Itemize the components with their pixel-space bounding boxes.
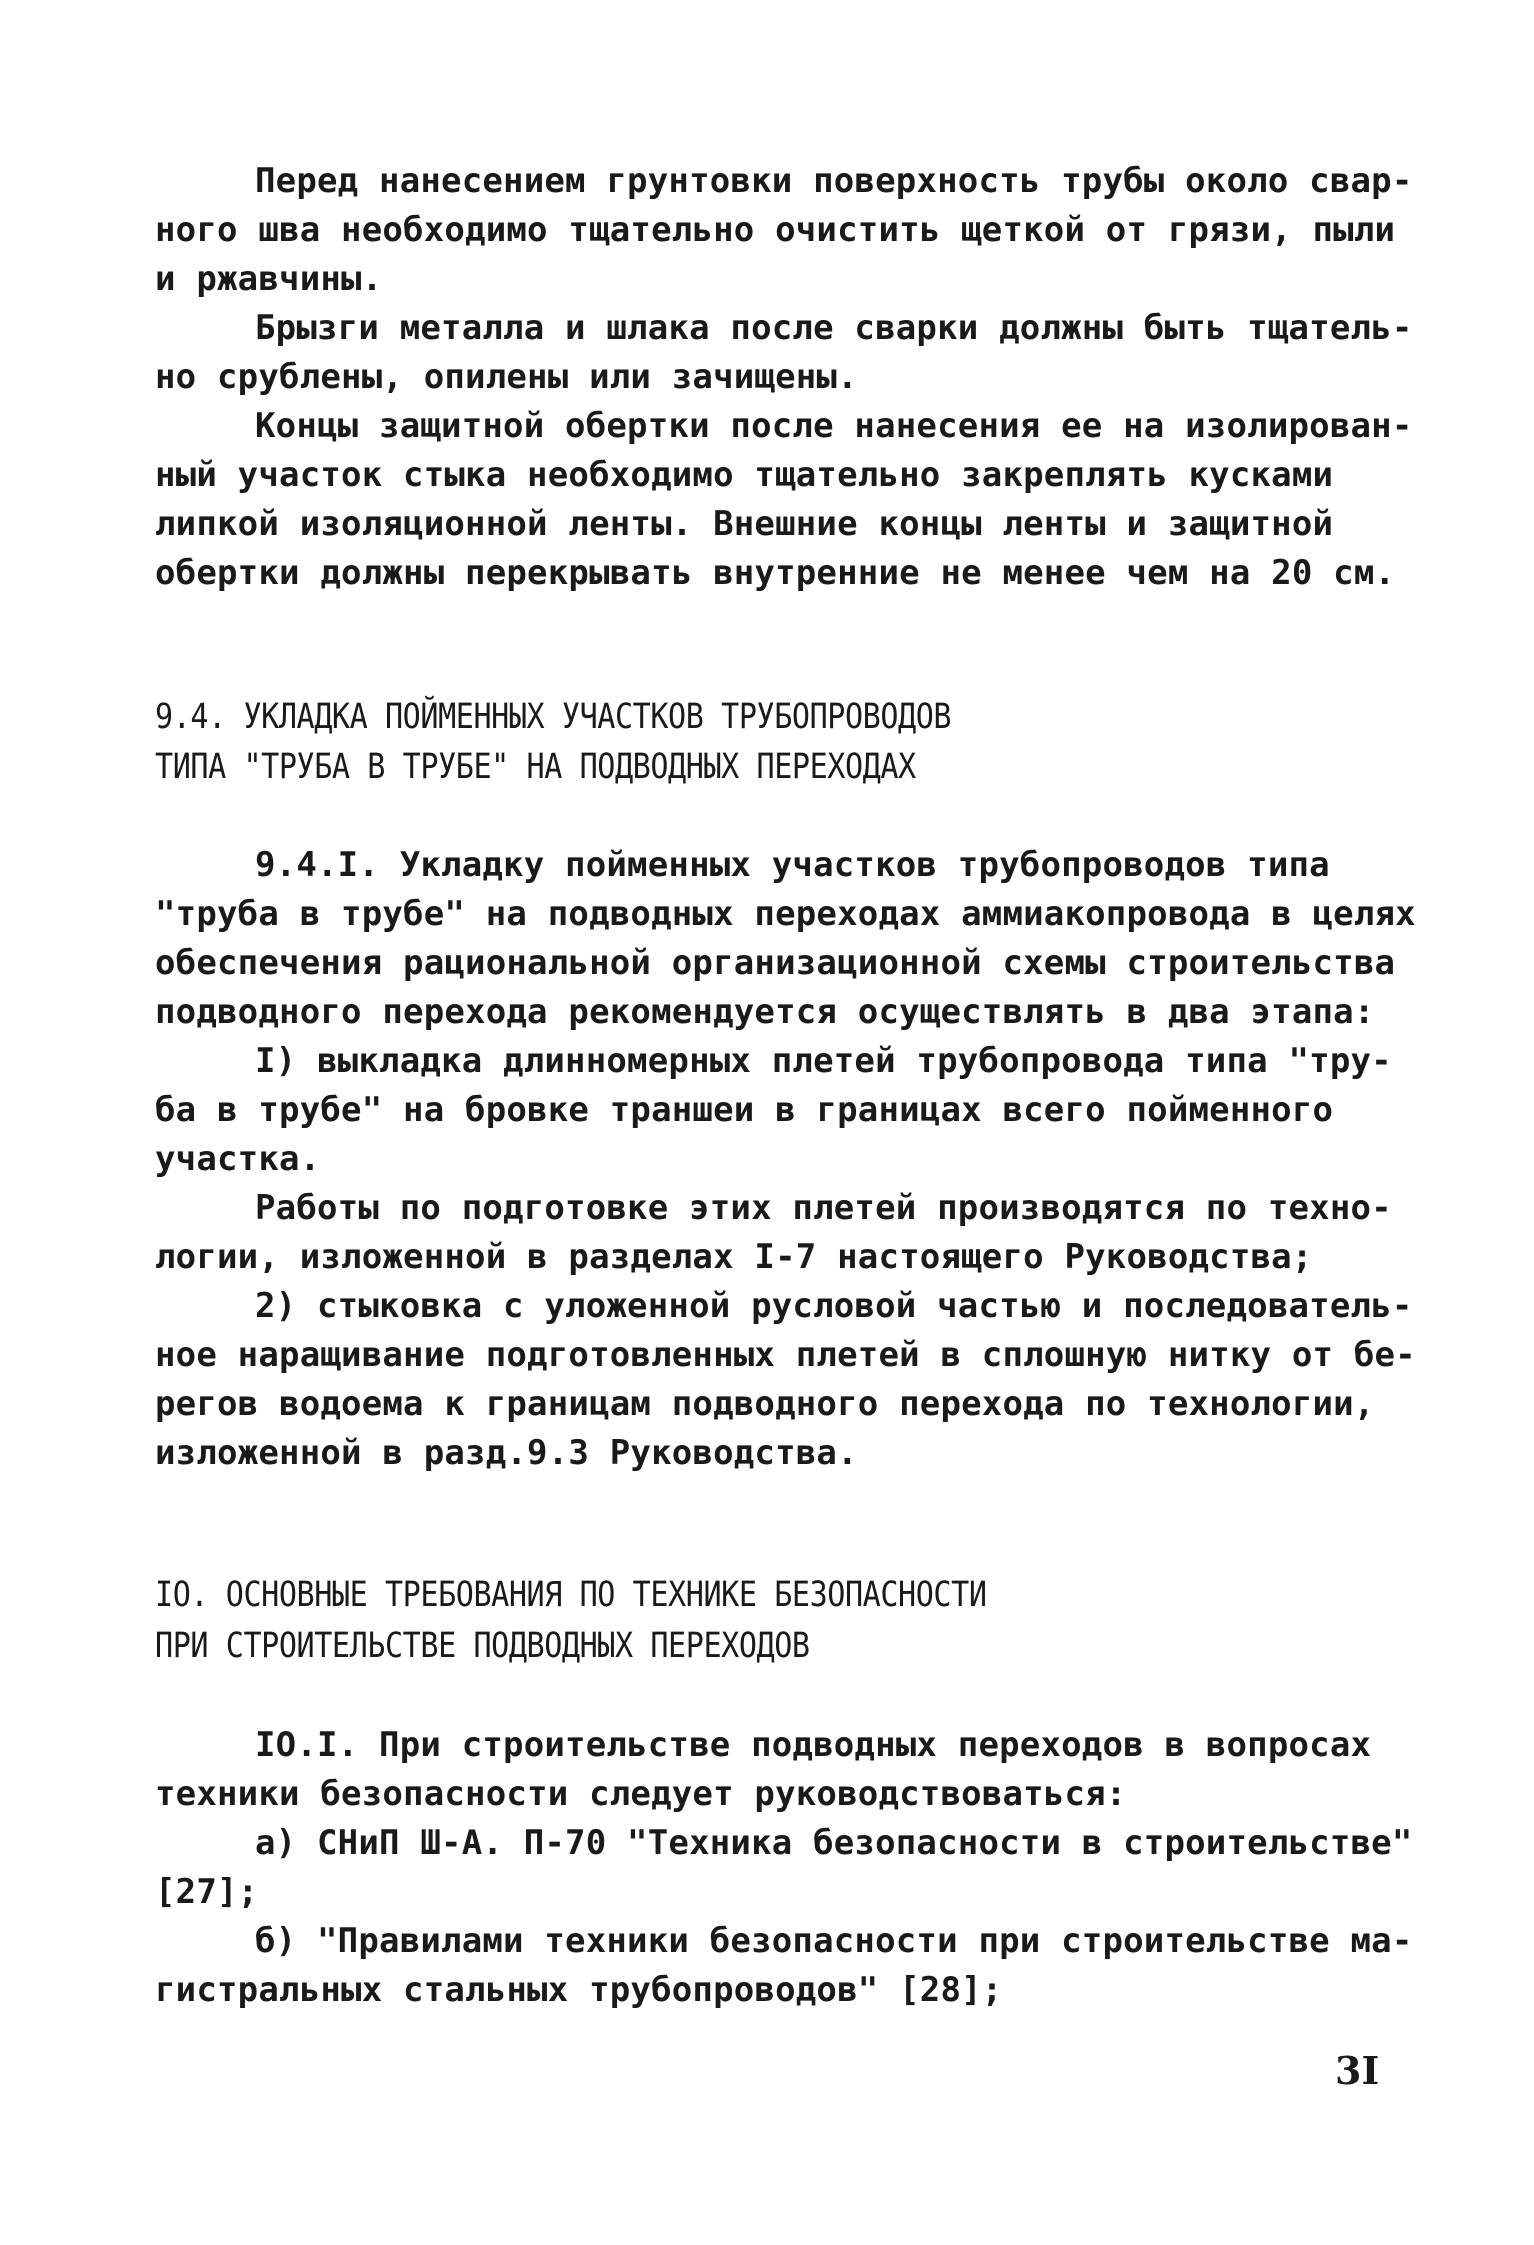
list-item-line: б) "Правилами техники безопасности при строительстве ма-	[255, 1921, 1413, 1961]
paragraph-line: Перед нанесением грунтовки поверхность трубы около свар-	[255, 161, 1413, 201]
list-item-line: ное наращивание подготовленных плетей в сплошную нитку от бе-	[155, 1335, 1416, 1375]
paragraph-line: обеспечения рациональной организационной схемы строительства	[155, 943, 1396, 983]
paragraph-line: техники безопасности следует руководствоваться:	[155, 1774, 1127, 1814]
paragraph-line: и ржавчины.	[155, 259, 383, 299]
list-item-line: 2) стыковка с уложенной русловой частью и последователь-	[255, 1286, 1413, 1326]
paragraph-line: липкой изоляционной ленты. Внешние концы ленты и защитной	[155, 504, 1334, 544]
list-item-line: [27];	[155, 1872, 259, 1912]
list-item-line: I) выкладка длинномерных плетей трубопровода типа "тру-	[255, 1041, 1392, 1081]
paragraph-line: но срублены, опилены или зачищены.	[155, 357, 858, 397]
paragraph-line: ного шва необходимо тщательно очистить щеткой от грязи, пыли	[155, 210, 1396, 250]
section-heading: IO. ОСНОВНЫЕ ТРЕБОВАНИЯ ПО ТЕХНИКЕ БЕЗОПАСНОСТИ	[155, 1575, 987, 1615]
list-item-line: изложенной в разд.9.3 Руководства.	[155, 1433, 858, 1473]
section-heading: ПРИ СТРОИТЕЛЬСТВЕ ПОДВОДНЫХ ПЕРЕХОДОВ	[155, 1626, 810, 1666]
list-item-line: регов водоема к границам подводного перехода по технологии,	[155, 1384, 1375, 1424]
section-heading: ТИПА "ТРУБА В ТРУБЕ" НА ПОДВОДНЫХ ПЕРЕХОДАХ	[155, 747, 916, 787]
paragraph-line: 9.4.I. Укладку пойменных участков трубопроводов типа	[255, 845, 1330, 885]
page-number: 3I	[1335, 2048, 1380, 2093]
section-heading: 9.4. УКЛАДКА ПОЙМЕННЫХ УЧАСТКОВ ТРУБОПРОВОДОВ	[155, 697, 952, 737]
list-item-line: а) СНиП Ш-А. П-70 "Техника безопасности в строительстве"	[255, 1823, 1413, 1863]
paragraph-line: подводного перехода рекомендуется осуществлять в два этапа:	[155, 992, 1375, 1032]
paragraph-line: ный участок стыка необходимо тщательно закреплять кусками	[155, 455, 1334, 495]
paragraph-line: "труба в трубе" на подводных переходах аммиакопровода в целях	[155, 894, 1416, 934]
paragraph-line: IO.I. При строительстве подводных переходов в вопросах	[255, 1725, 1372, 1765]
paragraph-line: обертки должны перекрывать внутренние не менее чем на 20 см.	[155, 553, 1396, 593]
paragraph-line: Работы по подготовке этих плетей производятся по техно-	[255, 1188, 1392, 1228]
paragraph-line: логии, изложенной в разделах I-7 настоящего Руководства;	[155, 1237, 1313, 1277]
list-item-line: ба в трубе" на бровке траншеи в границах всего пойменного	[155, 1090, 1334, 1130]
paragraph-line: Брызги металла и шлака после сварки должны быть тщатель-	[255, 308, 1413, 348]
list-item-line: гистральных стальных трубопроводов" [28];	[155, 1970, 1003, 2010]
paragraph-line: Концы защитной обертки после нанесения ее на изолирован-	[255, 406, 1413, 446]
list-item-line: участка.	[155, 1139, 321, 1179]
